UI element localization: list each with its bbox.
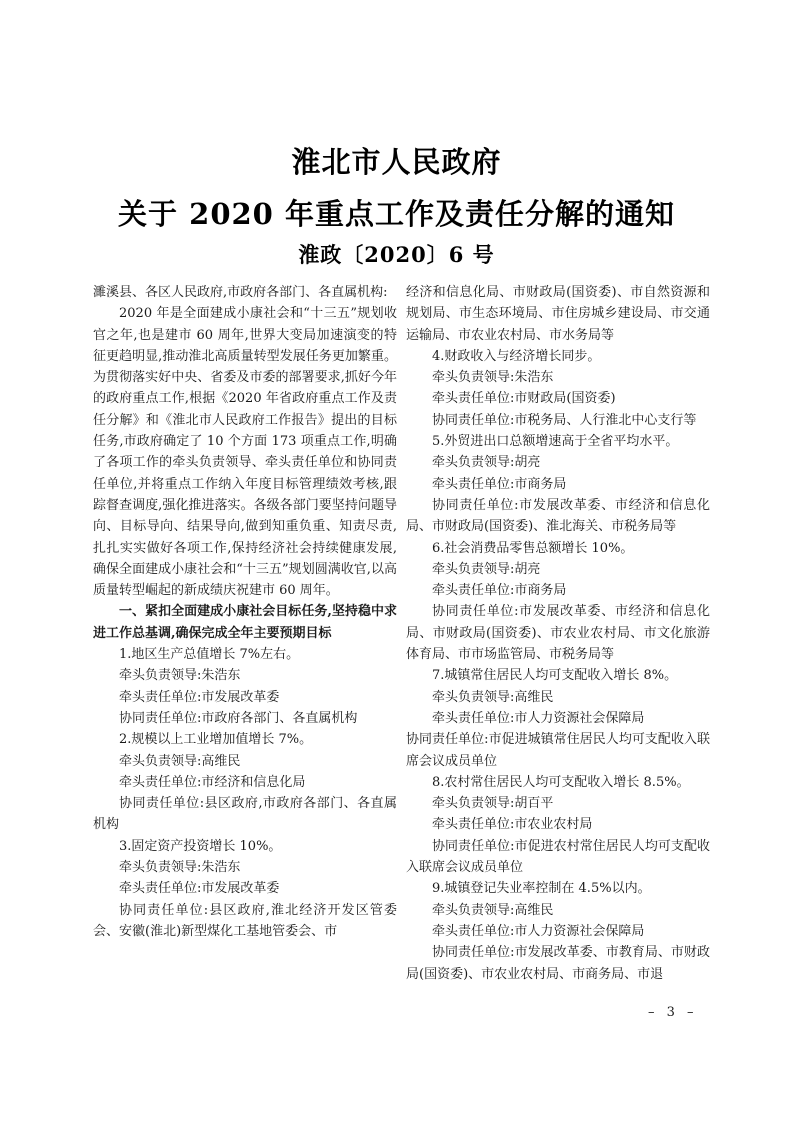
item-8-leader: 牵头负责领导:胡百平 [432, 796, 554, 812]
item-8-lead-unit: 牵头责任单位:市农业农村局 [432, 817, 593, 833]
item-6-lead-unit: 牵头责任单位:市商务局 [432, 583, 567, 599]
item-3-lead-unit: 牵头责任单位:市发展改革委 [119, 881, 280, 897]
item-1-leader: 牵头负责领导:朱浩东 [119, 668, 241, 684]
item-7-leader: 牵头负责领导:高维民 [432, 689, 554, 705]
item-5-title: 5.外贸进出口总额增速高于全省平均水平。 [432, 434, 679, 450]
item-4-coop-unit: 协同责任单位:市税务局、人行淮北中心支行等 [432, 412, 697, 428]
item-5-leader: 牵头负责领导:胡亮 [432, 455, 541, 471]
item-3-title: 3.固定资产投资增长 10%。 [119, 838, 282, 854]
item-6-title: 6.社会消费品零售总额增长 10%。 [432, 540, 634, 556]
item-6-coop-unit: 协同责任单位:市发展改革委、市经济和信息化局、市财政局(国资委)、市农业农村局、市文化旅游体育局、市市场监管局、市税务局等 [406, 604, 710, 663]
item-1-title: 1.地区生产总值增长 7%左右。 [119, 647, 300, 663]
intro-paragraph: 2020 年是全面建成小康社会和“十三五”规划收官之年,也是建市 60 周年,世界大变局加速演变的特征更趋明显,推动淮北高质量转型发展任务更加繁重。为贯彻落实好中央、省委及市委的部署要求,抓好今年的政府重点工作,根据《2020 年省政府重点工作及责任分解》和《淮北市人民政府工作报告》提出的目标任务,市政府确定了 10 个方面 173 项重点工作,明确了各项工作的牵头负责领导、牵头责任单位和协同责任单位,并将重点工作纳入年度目标管理绩效考核,跟踪督查调度,强化推进落实。各级各部门要坚持问题导向、目标导向、结果导向,做到知重负重、知责尽责,扎扎实实做好各项工作,保持经济社会持续健康发展,确保全面建成小康社会和“十三五”规划圆满收官,以高质量转型崛起的新成绩庆祝建市 60 周年。 [93, 306, 397, 599]
document-number: 淮政〔2020〕6 号 [298, 242, 495, 267]
item-3-coop-unit: 协同责任单位:县区政府,淮北经济开发区管委会、安徽(淮北)新型煤化工基地管委会、市 [93, 902, 397, 939]
item-4-title: 4.财政收入与经济增长同步。 [432, 348, 601, 364]
item-2-leader: 牵头负责领导:高维民 [119, 753, 241, 769]
item-7-title: 7.城镇常住居民人均可支配收入增长 8%。 [432, 668, 678, 684]
item-3-coop-unit-cont: 经济和信息化局、市财政局(国资委)、市自然资源和规划局、市生态环境局、市住房城乡建设局、市交通运输局、市农业农村局、市水务局等 [406, 285, 710, 343]
item-8-title: 8.农村常住居民人均可支配收入增长 8.5%。 [432, 774, 690, 790]
addressee: 濉溪县、各区人民政府,市政府各部门、各直属机构: [93, 285, 388, 300]
item-8-coop-unit: 协同责任单位:市促进农村常住居民人均可支配收入联席会议成员单位 [406, 838, 710, 876]
page-number: – 3 – [648, 1005, 698, 1020]
item-3-leader: 牵头负责领导:朱浩东 [119, 860, 241, 876]
item-9-leader: 牵头负责领导:高维民 [432, 902, 554, 918]
item-6-leader: 牵头负责领导:胡亮 [432, 561, 541, 577]
document-header [0, 136, 793, 270]
item-7-coop-unit: 协同责任单位:市促进城镇常住居民人均可支配收入联席会议成员单位 [406, 732, 710, 769]
section-heading: 一、紧扣全面建成小康社会目标任务,坚持稳中求进工作总基调,确保完成全年主要预期目标 [93, 604, 397, 641]
item-9-title: 9.城镇登记失业率控制在 4.5%以内。 [432, 881, 651, 897]
item-5-coop-unit: 协同责任单位:市发展改革委、市经济和信息化局、市财政局(国资委)、淮北海关、市税务局等 [406, 497, 710, 535]
right-column [406, 282, 710, 985]
item-9-coop-unit: 协同责任单位:市发展改革委、市教育局、市财政局(国资委)、市农业农村局、市商务局、市退 [406, 945, 710, 982]
item-2-coop-unit: 协同责任单位:县区政府,市政府各部门、各直属机构 [93, 796, 397, 833]
item-9-lead-unit: 牵头责任单位:市人力资源社会保障局 [432, 923, 645, 939]
item-4-lead-unit: 牵头责任单位:市财政局(国资委) [432, 391, 616, 407]
item-5-lead-unit: 牵头责任单位:市商务局 [432, 476, 567, 492]
item-2-title: 2.规模以上工业增加值增长 7%。 [119, 732, 313, 748]
item-4-leader: 牵头负责领导:朱浩东 [432, 370, 554, 386]
item-7-lead-unit: 牵头责任单位:市人力资源社会保障局 [432, 710, 645, 726]
item-1-lead-unit: 牵头责任单位:市发展改革委 [119, 689, 280, 705]
title-line-2: 关于 2020 年重点工作及责任分解的通知 [118, 197, 675, 231]
title-line-1: 淮北市人民政府 [291, 145, 502, 179]
left-column [93, 282, 397, 942]
item-2-lead-unit: 牵头责任单位:市经济和信息化局 [119, 774, 306, 790]
item-1-coop-unit: 协同责任单位:市政府各部门、各直属机构 [119, 710, 358, 726]
